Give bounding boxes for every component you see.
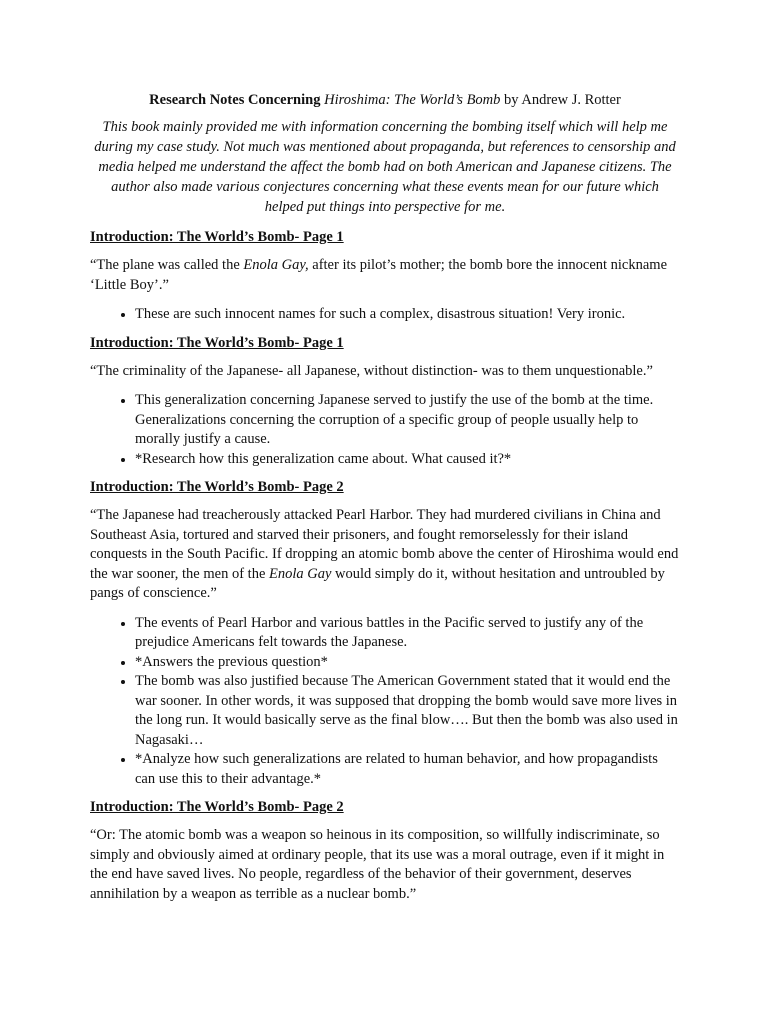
intro-paragraph: This book mainly provided me with information concerning the bombing itself which will help me during my case study. Not much was mentioned about propaganda, but references to censorship and media helped me understand the affect the bomb had on both American and Japanese citizens. The author also made various conjectures concerning what these events mean for our future which helped put things into perspective for me. xyxy=(94,119,676,215)
quote-italic: Enola Gay, xyxy=(243,257,309,273)
section-quote xyxy=(90,256,680,295)
quote-text: after its pilot’s mother; the bomb bore the innocent nickname ‘Little Boy’.” xyxy=(90,257,668,293)
bullet-list xyxy=(90,305,680,325)
section-heading: Introduction: The World’s Bomb- Page 2 xyxy=(90,479,344,495)
quote-text: “The Japanese had treacherously attacked Pearl Harbor. They had murdered civilians in China and Southeast Asia, tortured and starved their prisoners, and fought remorselessly for their island conquests in the South Pacific. If dropping an atomic bomb above the center of Hiroshima would end the war sooner, the men of the xyxy=(90,507,679,582)
quote-italic: Enola Gay xyxy=(269,565,332,582)
bullet-list xyxy=(90,391,680,469)
bullet-item: • The events of Pearl Harbor and various battles in the Pacific served to justify any of the prejudice Americans felt towards the Japanese. xyxy=(135,614,680,653)
section-heading: Introduction: The World’s Bomb- Page 1 xyxy=(90,334,344,351)
quote-text: would simply do it, without hesitation and untroubled by pangs of conscience.” xyxy=(90,565,665,601)
title-prefix: Research Notes Concerning xyxy=(149,92,325,108)
bullet-item: • *Answers the previous question* xyxy=(135,653,680,673)
bullet-item: • These are such innocent names for such a complex, disastrous situation! Very ironic. xyxy=(135,305,680,325)
bullet-item: • This generalization concerning Japanese served to justify the use of the bomb at the time. Generalizations concerning the corruption of a specific group of people usually help to morally justify a cause. xyxy=(135,391,680,450)
section-quote xyxy=(90,506,680,604)
bullet-item: • *Analyze how such generalizations are related to human behavior, and how propagandists can use this to their advantage.* xyxy=(135,750,680,789)
bullet-item: • The bomb was also justified because The American Government stated that it would end the war sooner. In other words, it was supposed that dropping the bomb would save more lives in the long run. It would basically serve as the final blow…. But then the bomb was also used in Nagasaki… xyxy=(135,672,680,750)
section-heading: Introduction: The World’s Bomb- Page 1 xyxy=(90,229,344,245)
bullet-list xyxy=(90,614,680,790)
bullet-item: • *Research how this generalization came about. What caused it?* xyxy=(135,450,680,470)
quote-text: “The plane was called the xyxy=(90,257,244,273)
section-heading: Introduction: The World’s Bomb- Page 2 xyxy=(90,799,344,815)
title-book: Hiroshima: The World’s Bomb xyxy=(324,92,501,108)
title-author: by Andrew J. Rotter xyxy=(500,92,621,108)
section-quote xyxy=(90,362,680,382)
quote-text: “The criminality of the Japanese- all Japanese, without distinction- was to them unquestionable.” xyxy=(90,362,653,379)
section-quote xyxy=(90,826,680,904)
quote-text: “Or: The atomic bomb was a weapon so heinous in its composition, so willfully indiscriminate, so simply and obviously aimed at ordinary people, that its use was a moral outrage, even if it might in the end have saved lives. No people, regardless of the behavior of their government, deserves annihilation by a weapon as terrible as a nuclear bomb.” xyxy=(90,827,665,902)
document-title xyxy=(90,92,680,109)
